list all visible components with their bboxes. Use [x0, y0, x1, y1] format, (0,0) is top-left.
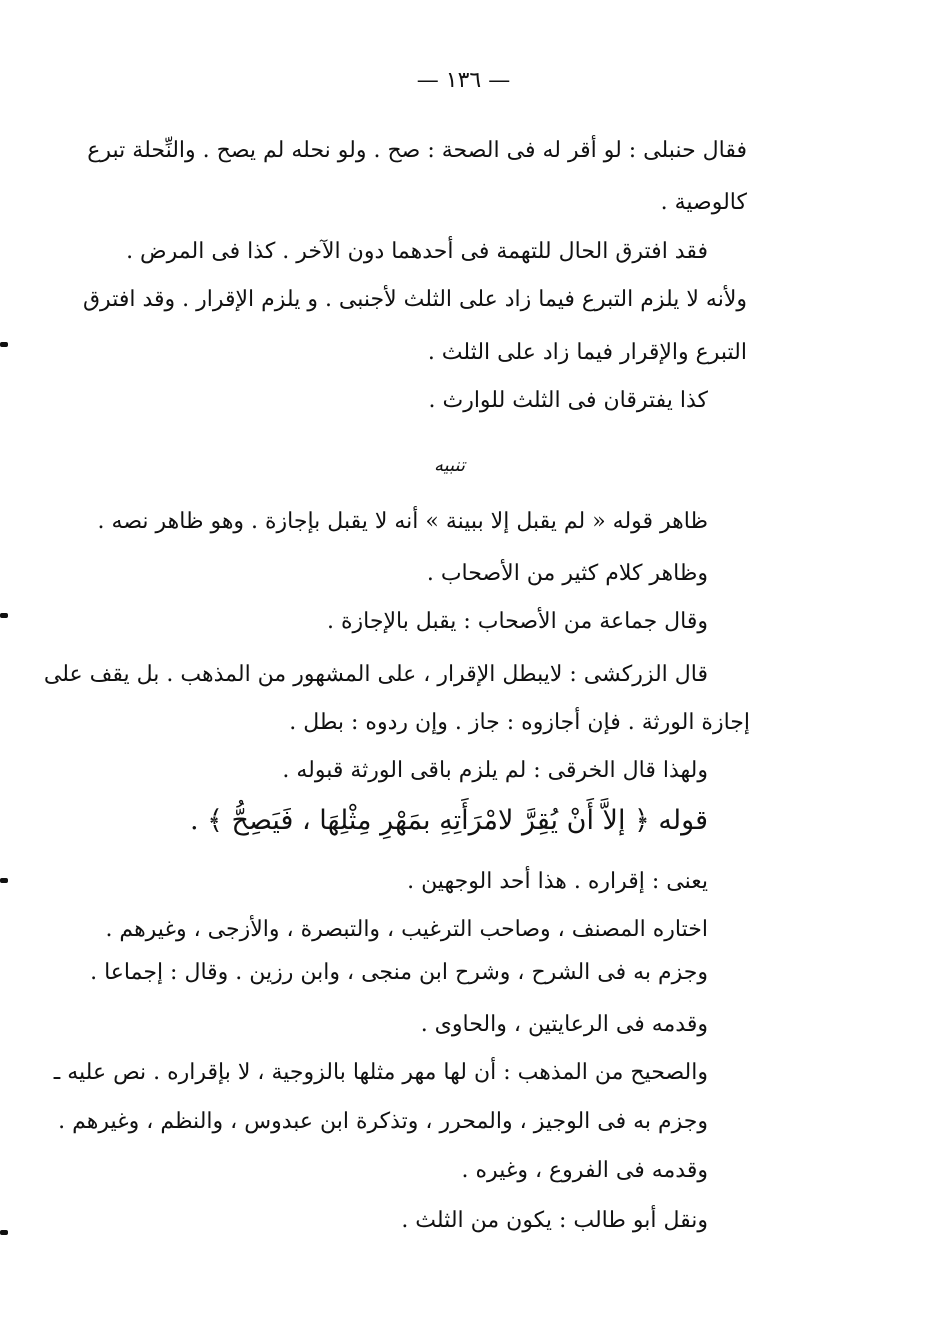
text-line: اختاره المصنف ، وصاحب الترغيب ، والتبصرة ، والأزجى ، وغيرهم . [105, 917, 708, 942]
text-line: ظاهر قوله « لم يقبل إلا ببينة » أنه لا يقبل بإجازة . وهو ظاهر نصه . [97, 509, 708, 534]
text-line: ولهذا قال الخرقى : لم يلزم باقى الورثة قبوله . [282, 758, 708, 783]
text-line: وقدمه فى الفروع ، وغيره . [461, 1158, 708, 1183]
text-line: إجازة الورثة . فإن أجازوه : جاز . وإن ردوه : بطل . [289, 710, 750, 735]
margin-mark [0, 613, 8, 618]
text-line: التبرع والإقرار فيما زاد على الثلث . [427, 340, 747, 365]
margin-mark [0, 878, 8, 883]
text-line: كالوصية . [660, 190, 747, 215]
text-line: وقدمه فى الرعايتين ، والحاوى . [420, 1012, 708, 1037]
text-line: يعنى : إقراره . هذا أحد الوجهين . [407, 869, 708, 894]
text-line: وقال جماعة من الأصحاب : يقبل بالإجازة . [327, 609, 708, 634]
quoted-verse-line: قوله ﴿ إلاَّ أَنْ يُقِرَّ لامْرَأَتِهِ بمَهْرِ مِثْلِهَا ، فَيَصِحُّ ﴾ . [189, 805, 708, 836]
text-line: قال الزركشى : لايبطل الإقرار ، على المشهور من المذهب . بل يقف على [43, 662, 708, 687]
page-number: — ١٣٦ — [416, 68, 511, 93]
text-line: ونقل أبو طالب : يكون من الثلث . [401, 1208, 708, 1233]
text-line: كذا يفترقان فى الثلث للوارث . [428, 388, 708, 413]
text-line: وجزم به فى الوجيز ، والمحرر ، وتذكرة ابن عبدوس ، والنظم ، وغيرهم . [58, 1109, 708, 1134]
text-line: فقد افترق الحال للتهمة فى أحدهما دون الآخر . كذا فى المرض . [126, 239, 708, 264]
margin-mark [0, 342, 8, 347]
section-heading: تنبيه [434, 455, 465, 476]
text-line: وظاهر كلام كثير من الأصحاب . [426, 561, 708, 586]
text-line: فقال حنبلى : لو أقر له فى الصحة : صح . ولو نحله لم يصح . والنِّحلة تبرع [87, 138, 747, 163]
text-line: وجزم به فى الشرح ، وشرح ابن منجى ، وابن رزين . وقال : إجماعا . [90, 960, 708, 985]
margin-mark [0, 1230, 8, 1235]
text-line: والصحيح من المذهب : أن لها مهر مثلها بالزوجية ، لا بإقراره . نص عليه ـ [53, 1060, 708, 1085]
text-line: ولأنه لا يلزم التبرع فيما زاد على الثلث لأجنبى . و يلزم الإقرار . وقد افترق [82, 287, 747, 312]
